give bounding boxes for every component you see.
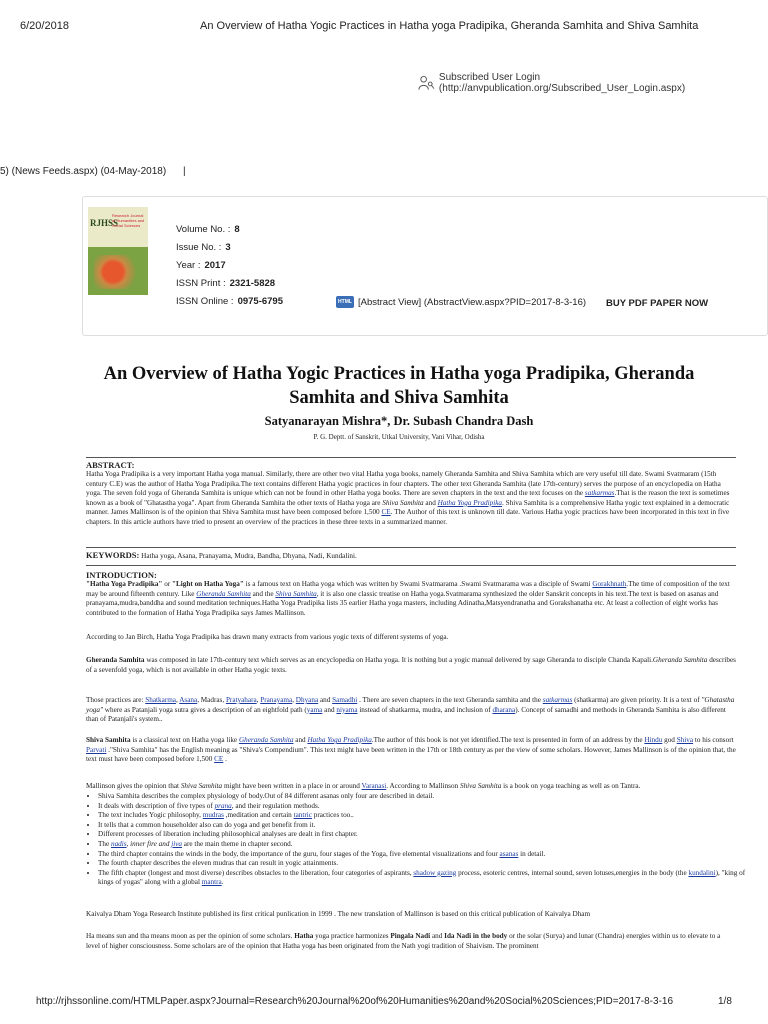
link-samadhi[interactable]: Samadhi <box>332 696 358 704</box>
link-parvati[interactable]: Parvati <box>86 745 107 754</box>
list-item: • It deals with description of five types of prana, and their regulation methods. <box>98 802 748 812</box>
section-divider <box>86 565 736 566</box>
abstract-text: Hatha Yoga Pradipika is a very important Hatha yoga manual. Similarly, there are other two vital Hatha yoga books, namely Gheranda Samhita and Shiva Samhita which are very useful till date. Swami Svatmaram (15th century C.E) was the author of Hatha Yoga Pradipika.The text contains different Hatha yogic practices in four chapters. The other text Gheranda Samhita (late 17th-century) serves the purpose of an encyclopedia on Hatha yoga. The seven fold yoga of Gheranda Samhita is unique which can not be found in other Hatha yoga books. There are seven chapters in the text and the text focuses on the satkarmas.That is the reason the text is sometimes known as a book of "Ghatastha yoga". Apart from Gheranda Samhita the other texts of Hatha yoga are Shiva Samhita and Hatha Yoga Pradipika. Shiva Samhita is a comprehensive Hatha yogic text explained in a democratic manner. James Mallinson is of the opinion that Shiva Samhita must have been composed before 1,500 CE. The Author of this text is unknown till date. Various Hatha yogic practices have been incorporated in this text in five chapters. In this article authors have tried to present an overview of the practices in these three texts in a summarized manner. <box>86 470 730 526</box>
link-satkarmas[interactable]: satkarmas <box>584 489 615 498</box>
user-login-icon <box>418 75 435 91</box>
link-hatha-yoga-pradipika-2[interactable]: Hatha Yoga Pradipika <box>307 736 372 744</box>
link-shatkarma[interactable]: Shatkarma <box>145 696 177 704</box>
introduction-section <box>86 570 736 618</box>
link-mudras[interactable]: mudras <box>202 811 224 820</box>
paragraph-mallinson: Mallinson gives the opinion that Shiva Samhita might have been written in a place in or around Varanasi. According to Mallinson Shiva Samhita is a book on yoga teaching as well as on Tantra. <box>86 782 641 790</box>
list-item: • The nadis, inner fire and jiva are the main theme in chapter second. <box>98 840 748 850</box>
news-feed-bar <box>0 166 186 177</box>
list-item: • The third chapter contains the winds in the body, the importance of the guru, four stages of the Yoga, five elemental visualizations and four asanas in detail. <box>98 850 748 860</box>
meta-year: Year : 2017 <box>176 260 226 271</box>
paragraph-practices: Those practices are: Shatkarma, Asana, Madras, Pratyahara, Pranayama, Dhyana and Samadhi . There are seven chapters in the text Gheranda samhita and the satkarmas (shatkarma) are given priority. It is a text of "Ghatastha yoga" where as Patanjali yoga sutra gives a description of an eightfold path (yama and niyama instead of shatkarma, mudra, and inclusion of dharana). Concept of samadhi and methods in Gheranda Samhita is also different than of Patanjali's system.. <box>86 696 735 724</box>
link-asana[interactable]: Asana <box>179 696 198 704</box>
abstract-heading: ABSTRACT: <box>86 460 135 470</box>
list-item: • The fourth chapter describes the eleven mudras that can result in yogic attainments. <box>98 859 748 869</box>
link-hatha-yoga-pradipika[interactable]: Hatha Yoga Pradipika <box>437 498 503 507</box>
link-dhyana[interactable]: Dhyana <box>295 696 319 704</box>
list-item: • It tells that a common householder also can do yoga and get benefit from it. <box>98 821 748 831</box>
subscribed-user-login-link[interactable] <box>418 72 768 94</box>
print-page-title: An Overview of Hatha Yogic Practices in Hatha yoga Pradipika, Gheranda Samhita and Shiva Samhita <box>200 20 699 32</box>
link-prana[interactable]: prana <box>214 801 232 810</box>
journal-cover-subtitle: Research Journal of Humanities and Social Sciences <box>112 213 145 228</box>
link-satkarmas-2[interactable]: satkarmas <box>542 696 573 704</box>
login-link-text[interactable]: Subscribed User Login (http://anvpublication.org/Subscribed_User_Login.aspx) <box>438 72 686 94</box>
abstract-section <box>86 460 736 528</box>
link-tantric[interactable]: tantric <box>293 811 312 820</box>
shiva-samhita-feature-list <box>86 792 748 888</box>
link-ce[interactable]: CE <box>381 508 391 517</box>
link-nadis[interactable]: nadis <box>110 839 127 848</box>
link-asanas[interactable]: asanas <box>499 849 519 858</box>
introduction-heading: INTRODUCTION: <box>86 570 157 580</box>
link-hindu[interactable]: Hindu <box>644 736 663 744</box>
keywords-text: Hatha yoga, Asana, Pranayama, Mudra, Bandha, Dhyana, Nadi, Kundalini. <box>139 552 357 560</box>
paper-authors: Satyanarayan Mishra*, Dr. Subash Chandra Dash <box>264 414 534 428</box>
link-jiva[interactable]: jiva <box>171 839 182 848</box>
link-pratyahara[interactable]: Pratyahara <box>225 696 257 704</box>
keywords-section <box>86 550 736 562</box>
footer-url: http://rjhssonline.com/HTMLPaper.aspx?Journal=Research%20Journal%20of%20Humanities%20and%20Social%20Sciences;PID=2017-8-3-16 <box>36 996 674 1007</box>
news-feed-date: (04-May-2018) <box>100 166 167 177</box>
print-date: 6/20/2018 <box>20 20 69 32</box>
paragraph-birch: According to Jan Birch, Hatha Yoga Pradipika has drawn many extracts from various yogic texts of different systems of yoga. <box>86 633 449 641</box>
link-shadow-gazing[interactable]: shadow gazing <box>413 868 457 877</box>
link-dharana[interactable]: dharana <box>492 705 516 714</box>
journal-cover-image <box>88 207 148 295</box>
link-gheranda-samhita-2[interactable]: Gheranda Samhita <box>238 736 294 744</box>
section-divider <box>86 547 736 548</box>
link-kundalini[interactable]: kundalini <box>688 868 716 877</box>
list-item: • Shiva Samhita describes the complex physiology of body.Out of 84 different asanas only four are described in detail. <box>98 792 748 802</box>
paper-title: An Overview of Hatha Yogic Practices in Hatha yoga Pradipika, Gheranda Samhita and Shiva Samhita <box>103 364 695 408</box>
link-shiva-samhita[interactable]: Shiva Samhita <box>275 589 317 598</box>
news-separator: | <box>182 166 186 177</box>
link-yama[interactable]: yama <box>306 705 323 714</box>
journal-cover-label: RJHSS <box>90 218 119 228</box>
introduction-text: "Hatha Yoga Pradipika" or "Light on Hatha Yoga" is a famous text on Hatha yoga which was written by Swami Svatmarama .Swami Svatmarama was a disciple of Swami Gorakhnath.The time of composition of the text may be around fifteenth century. Like Gheranda Samhita and the Shiva Samhita, it is also one classic treatise on Hatha yoga.Svatmarama synthesized the older Sanskrit concepts in his text.The text is based on asanas and pranayama,mudra,banddha and sound meditation techniques.Hatha Yoga Pradipika lists 35 earlier Hatha yoga masters, including Adinatha,Matsyendranatha and Gorakshanatha etc. At least a collection of eight works has contributed to the formation of Hatha Yoga Pradipika says James Mallinson. <box>86 580 730 617</box>
link-ce-2[interactable]: CE <box>214 755 224 764</box>
paragraph-shiva-samhita: Shiva Samhita is a classical text on Hatha yoga like Gheranda Samhita and Hatha Yoga Pradipika.The author of this book is not yet identified.The text is presented in form of an address by the Hindu god Shiva to his consort Parvati ."Shiva Samhita" has the English meaning as "Shiva's Compendium". This text might have been written in the 17th or 18th century as per the view of some scholars. However, James Mallinson is of the opinion that, the text must have been composed before 1,500 CE . <box>86 736 736 764</box>
abstract-view-text[interactable]: [Abstract View] (AbstractView.aspx?PID=2017-8-3-16) <box>358 296 587 308</box>
abstract-view-link[interactable] <box>336 296 586 308</box>
list-item: • The fifth chapter (longest and most diverse) describes obstacles to the liberation, four categories of aspirants, shadow gazing process, esoteric centres, internal sound, seven lotuses,energies in the body (the kundalini), "king of kings of yogas" along with a global mantra. <box>98 869 748 888</box>
paragraph-kaivalya-dham: Kaivalya Dham Yoga Research Institute published its first critical punlication in 1999 . The new translation of Mallinson is based on this critical publication of Kaivalya Dham <box>86 910 591 918</box>
buy-pdf-button[interactable]: BUY PDF PAPER NOW <box>606 298 709 309</box>
section-divider <box>86 457 736 458</box>
paragraph-hatha-meaning: Ha means sun and tha means moon as per the opinion of some scholars. Hatha yoga practice harmonizes Pingala Nadi and Ida Nadi in the body or the solar (Surya) and lunar (Chandra) energies within us to elevate to a level of higher consciousness. Some scholars are of the opinion that Hatha yoga has been originated from the Nath yogi tradition of Shaivism. The prominent <box>86 932 721 950</box>
link-gorakhnath[interactable]: Gorakhnath <box>592 580 627 588</box>
link-niyama[interactable]: niyama <box>336 705 358 714</box>
link-pranayama[interactable]: Pranayama <box>260 696 293 704</box>
news-feed-link[interactable]: 5) (News Feeds.aspx) <box>0 166 98 177</box>
meta-issue: Issue No. : 3 <box>176 242 231 253</box>
html-file-icon: HTML <box>336 296 354 308</box>
meta-volume: Volume No. : 8 <box>176 224 240 235</box>
link-mantra[interactable]: mantra <box>201 878 222 887</box>
link-gheranda-samhita[interactable]: Gheranda Samhita <box>196 589 251 598</box>
meta-issn-online: ISSN Online : 0975-6795 <box>176 296 283 307</box>
paper-affiliation: P. G. Deptt. of Sanskrit, Utkal University, Vani Vihar, Odisha <box>313 433 485 441</box>
keywords-heading: KEYWORDS: <box>86 550 140 560</box>
link-shiva[interactable]: Shiva <box>676 736 694 744</box>
list-item: • The text includes Yogic philosophy, mudras ,meditation and certain tantric practices too.. <box>98 811 748 821</box>
list-item: • Different processes of liberation including philosophical analyses are dealt in first chapter. <box>98 830 748 840</box>
link-varanasi[interactable]: Varanasi <box>361 782 387 790</box>
meta-issn-print: ISSN Print : 2321-5828 <box>176 278 276 289</box>
paragraph-gheranda: Gheranda Samhita was composed in late 17th-century text which serves as an encyclopedia on Hatha yoga. It is nothing but a yogic manual delivered by sage Gheranda to disciple Chanda Kapali.Gheranda Samhita describes of a sevenfold yoga, which is not available in other Hatha yogic texts. <box>86 656 736 674</box>
footer-page-number: 1/8 <box>718 996 732 1007</box>
